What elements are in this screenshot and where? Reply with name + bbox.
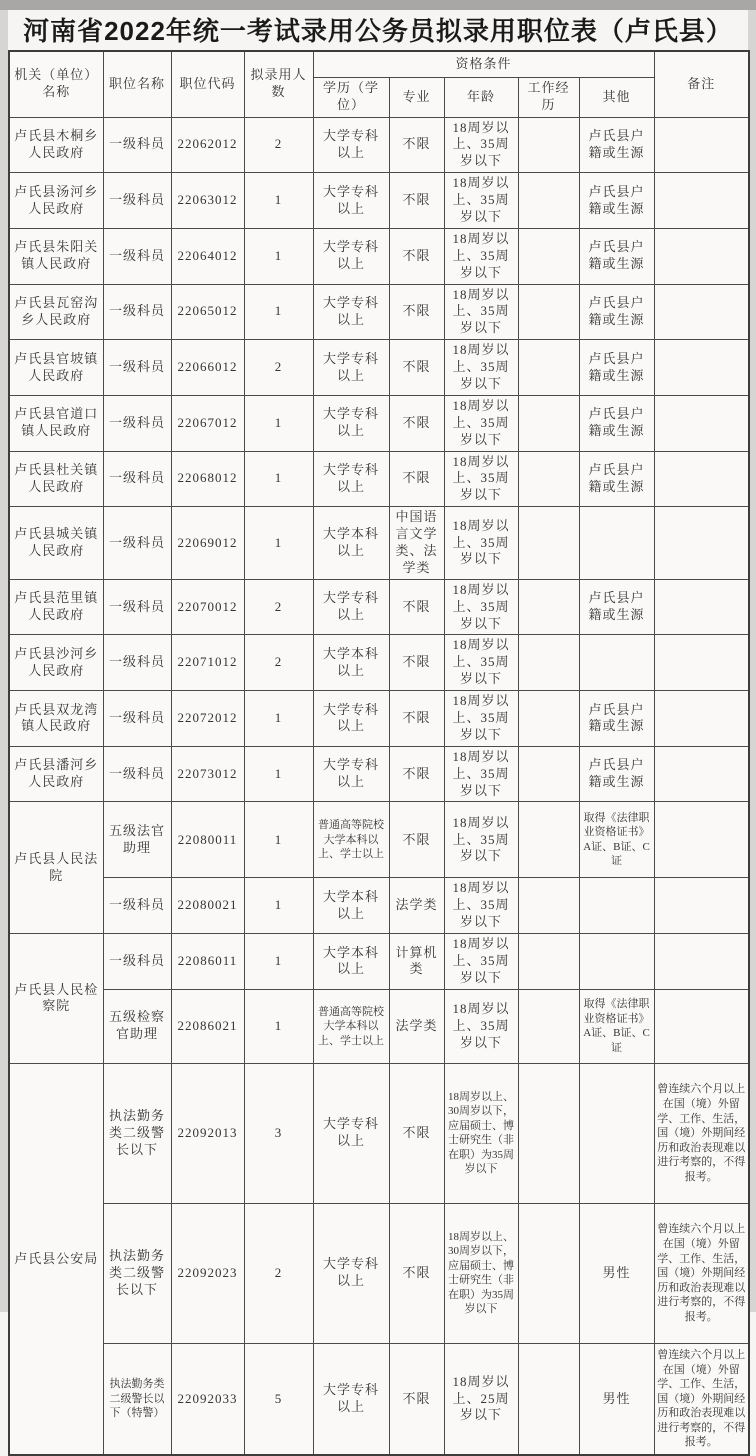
education-cell: 大学专科以上 — [313, 173, 389, 229]
table-row — [9, 284, 749, 340]
position-cell: 一级科员 — [103, 284, 171, 340]
count-cell: 1 — [244, 284, 313, 340]
table-row — [9, 878, 749, 934]
other-cell: 卢氏县户籍或生源 — [579, 451, 654, 507]
remark-cell — [654, 395, 749, 451]
table-row — [9, 989, 749, 1063]
education-cell: 大学专科以上 — [313, 579, 389, 635]
education-cell: 大学专科以上 — [313, 691, 389, 747]
code-cell: 22068012 — [171, 451, 244, 507]
major-cell: 计算机类 — [389, 934, 444, 990]
remark-cell — [654, 173, 749, 229]
major-cell: 不限 — [389, 746, 444, 802]
other-cell: 卢氏县户籍或生源 — [579, 395, 654, 451]
header-remark: 备注 — [654, 51, 749, 117]
count-cell: 1 — [244, 507, 313, 580]
org-cell: 卢氏县人民法院 — [9, 802, 103, 934]
table-row — [9, 1203, 749, 1343]
table-row — [9, 340, 749, 396]
major-cell: 不限 — [389, 228, 444, 284]
table-body — [9, 117, 749, 1455]
major-cell: 不限 — [389, 1343, 444, 1455]
table-row — [9, 1343, 749, 1455]
header-age: 年龄 — [444, 77, 518, 117]
count-cell: 1 — [244, 989, 313, 1063]
org-cell: 卢氏县城关镇人民政府 — [9, 507, 103, 580]
other-cell: 男性 — [579, 1203, 654, 1343]
other-cell — [579, 878, 654, 934]
code-cell: 22065012 — [171, 284, 244, 340]
code-cell: 22086011 — [171, 934, 244, 990]
table-row — [9, 635, 749, 691]
position-cell: 一级科员 — [103, 579, 171, 635]
table-row — [9, 173, 749, 229]
other-cell — [579, 934, 654, 990]
count-cell: 1 — [244, 228, 313, 284]
remark-cell — [654, 579, 749, 635]
education-cell: 大学专科以上 — [313, 340, 389, 396]
experience-cell — [518, 507, 579, 580]
org-cell: 卢氏县潘河乡人民政府 — [9, 746, 103, 802]
remark-cell — [654, 989, 749, 1063]
other-cell: 男性 — [579, 1343, 654, 1455]
other-cell: 取得《法律职业资格证书》A证、B证、C证 — [579, 802, 654, 878]
education-cell: 大学专科以上 — [313, 228, 389, 284]
age-cell: 18周岁以上、35周岁以下 — [444, 117, 518, 173]
code-cell: 22080011 — [171, 802, 244, 878]
remark-cell — [654, 635, 749, 691]
education-cell: 大学专科以上 — [313, 1203, 389, 1343]
experience-cell — [518, 989, 579, 1063]
code-cell: 22062012 — [171, 117, 244, 173]
count-cell: 1 — [244, 746, 313, 802]
experience-cell — [518, 746, 579, 802]
age-cell: 18周岁以上、35周岁以下 — [444, 284, 518, 340]
count-cell: 2 — [244, 579, 313, 635]
position-cell: 一级科员 — [103, 635, 171, 691]
major-cell: 不限 — [389, 1203, 444, 1343]
age-cell: 18周岁以上、35周岁以下 — [444, 934, 518, 990]
page-top-strip — [0, 0, 756, 10]
header-count: 拟录用人数 — [244, 51, 313, 117]
other-cell: 取得《法律职业资格证书》A证、B证、C证 — [579, 989, 654, 1063]
page-left-margin — [0, 10, 8, 1312]
code-cell: 22066012 — [171, 340, 244, 396]
age-cell: 18周岁以上、35周岁以下 — [444, 691, 518, 747]
table-row — [9, 746, 749, 802]
age-cell: 18周岁以上、35周岁以下 — [444, 989, 518, 1063]
org-cell: 卢氏县官道口镇人民政府 — [9, 395, 103, 451]
header-qualification: 资格条件 — [313, 51, 654, 77]
other-cell: 卢氏县户籍或生源 — [579, 579, 654, 635]
remark-cell — [654, 507, 749, 580]
major-cell: 法学类 — [389, 878, 444, 934]
position-cell: 一级科员 — [103, 746, 171, 802]
other-cell — [579, 635, 654, 691]
position-cell: 一级科员 — [103, 691, 171, 747]
education-cell: 大学专科以上 — [313, 1343, 389, 1455]
count-cell: 1 — [244, 878, 313, 934]
other-cell: 卢氏县户籍或生源 — [579, 284, 654, 340]
other-cell: 卢氏县户籍或生源 — [579, 117, 654, 173]
experience-cell — [518, 284, 579, 340]
experience-cell — [518, 228, 579, 284]
experience-cell — [518, 691, 579, 747]
code-cell: 22067012 — [171, 395, 244, 451]
code-cell: 22064012 — [171, 228, 244, 284]
experience-cell — [518, 934, 579, 990]
remark-cell — [654, 691, 749, 747]
position-cell: 一级科员 — [103, 117, 171, 173]
position-cell: 一级科员 — [103, 934, 171, 990]
position-cell: 一级科员 — [103, 228, 171, 284]
org-cell: 卢氏县范里镇人民政府 — [9, 579, 103, 635]
experience-cell — [518, 173, 579, 229]
table-row — [9, 117, 749, 173]
age-cell: 18周岁以上、35周岁以下 — [444, 579, 518, 635]
education-cell: 大学本科以上 — [313, 507, 389, 580]
major-cell: 不限 — [389, 117, 444, 173]
count-cell: 2 — [244, 340, 313, 396]
table-row — [9, 507, 749, 580]
other-cell: 卢氏县户籍或生源 — [579, 173, 654, 229]
position-cell: 五级检察官助理 — [103, 989, 171, 1063]
experience-cell — [518, 1343, 579, 1455]
header-other: 其他 — [579, 77, 654, 117]
age-cell: 18周岁以上、35周岁以下 — [444, 395, 518, 451]
age-cell: 18周岁以上、35周岁以下 — [444, 746, 518, 802]
header-education: 学历（学位） — [313, 77, 389, 117]
remark-cell: 曾连续六个月以上在国（境）外留学、工作、生活，国（境）外期间经历和政治表现难以进行考察的，不得报考。 — [654, 1063, 749, 1203]
position-cell: 一级科员 — [103, 340, 171, 396]
position-cell: 一级科员 — [103, 451, 171, 507]
major-cell: 不限 — [389, 395, 444, 451]
position-cell: 五级法官助理 — [103, 802, 171, 878]
org-cell: 卢氏县官坡镇人民政府 — [9, 340, 103, 396]
education-cell: 大学专科以上 — [313, 451, 389, 507]
other-cell — [579, 1063, 654, 1203]
table-row — [9, 802, 749, 878]
table-row — [9, 691, 749, 747]
age-cell: 18周岁以上、35周岁以下 — [444, 635, 518, 691]
age-cell: 18周岁以上、25周岁以下 — [444, 1343, 518, 1455]
other-cell: 卢氏县户籍或生源 — [579, 746, 654, 802]
education-cell: 大学专科以上 — [313, 1063, 389, 1203]
major-cell: 不限 — [389, 802, 444, 878]
count-cell: 2 — [244, 117, 313, 173]
experience-cell — [518, 340, 579, 396]
other-cell: 卢氏县户籍或生源 — [579, 340, 654, 396]
major-cell: 不限 — [389, 340, 444, 396]
table-row — [9, 934, 749, 990]
remark-cell: 曾连续六个月以上在国（境）外留学、工作、生活，国（境）外期间经历和政治表现难以进行考察的，不得报考。 — [654, 1203, 749, 1343]
remark-cell — [654, 117, 749, 173]
age-cell: 18周岁以上、30周岁以下，应届硕士、博士研究生（非在职）为35周岁以下 — [444, 1063, 518, 1203]
education-cell: 大学专科以上 — [313, 117, 389, 173]
table-row — [9, 395, 749, 451]
page-title: 河南省2022年统一考试录用公务员拟录用职位表（卢氏县） — [23, 16, 733, 46]
count-cell: 1 — [244, 173, 313, 229]
experience-cell — [518, 395, 579, 451]
code-cell: 22072012 — [171, 691, 244, 747]
experience-cell — [518, 1203, 579, 1343]
experience-cell — [518, 579, 579, 635]
age-cell: 18周岁以上、35周岁以下 — [444, 802, 518, 878]
major-cell: 不限 — [389, 173, 444, 229]
education-cell: 普通高等院校大学本科以上、学士以上 — [313, 989, 389, 1063]
position-cell: 执法勤务类二级警长以下 — [103, 1063, 171, 1203]
count-cell: 1 — [244, 691, 313, 747]
position-cell: 一级科员 — [103, 507, 171, 580]
education-cell: 大学专科以上 — [313, 395, 389, 451]
table-row — [9, 451, 749, 507]
org-cell: 卢氏县双龙湾镇人民政府 — [9, 691, 103, 747]
header-org: 机关（单位）名称 — [9, 51, 103, 117]
code-cell: 22092023 — [171, 1203, 244, 1343]
major-cell: 不限 — [389, 635, 444, 691]
remark-cell — [654, 284, 749, 340]
age-cell: 18周岁以上、35周岁以下 — [444, 878, 518, 934]
count-cell: 1 — [244, 395, 313, 451]
table-row — [9, 1063, 749, 1203]
code-cell: 22069012 — [171, 507, 244, 580]
major-cell: 不限 — [389, 691, 444, 747]
other-cell: 卢氏县户籍或生源 — [579, 691, 654, 747]
code-cell: 22086021 — [171, 989, 244, 1063]
major-cell: 不限 — [389, 1063, 444, 1203]
count-cell: 1 — [244, 802, 313, 878]
education-cell: 大学本科以上 — [313, 635, 389, 691]
education-cell: 大学本科以上 — [313, 878, 389, 934]
org-cell: 卢氏县朱阳关镇人民政府 — [9, 228, 103, 284]
position-cell: 一级科员 — [103, 173, 171, 229]
org-cell: 卢氏县沙河乡人民政府 — [9, 635, 103, 691]
table-header — [9, 51, 749, 117]
remark-cell — [654, 451, 749, 507]
table-row — [9, 579, 749, 635]
header-position: 职位名称 — [103, 51, 171, 117]
header-code: 职位代码 — [171, 51, 244, 117]
code-cell: 22092013 — [171, 1063, 244, 1203]
org-cell: 卢氏县木桐乡人民政府 — [9, 117, 103, 173]
education-cell: 普通高等院校大学本科以上、学士以上 — [313, 802, 389, 878]
major-cell: 不限 — [389, 284, 444, 340]
education-cell: 大学专科以上 — [313, 746, 389, 802]
education-cell: 大学专科以上 — [313, 284, 389, 340]
org-cell: 卢氏县汤河乡人民政府 — [9, 173, 103, 229]
age-cell: 18周岁以上、35周岁以下 — [444, 507, 518, 580]
remark-cell — [654, 934, 749, 990]
code-cell: 22063012 — [171, 173, 244, 229]
experience-cell — [518, 117, 579, 173]
header-row-1 — [9, 51, 749, 77]
remark-cell — [654, 746, 749, 802]
position-cell: 一级科员 — [103, 878, 171, 934]
code-cell: 22080021 — [171, 878, 244, 934]
remark-cell: 曾连续六个月以上在国（境）外留学、工作、生活，国（境）外期间经历和政治表现难以进行考察的，不得报考。 — [654, 1343, 749, 1455]
major-cell: 不限 — [389, 579, 444, 635]
age-cell: 18周岁以上、35周岁以下 — [444, 173, 518, 229]
position-cell: 执法勤务类二级警长以下 — [103, 1203, 171, 1343]
code-cell: 22070012 — [171, 579, 244, 635]
other-cell — [579, 507, 654, 580]
major-cell: 法学类 — [389, 989, 444, 1063]
count-cell: 5 — [244, 1343, 313, 1455]
major-cell: 中国语言文学类、法学类 — [389, 507, 444, 580]
experience-cell — [518, 802, 579, 878]
code-cell: 22092033 — [171, 1343, 244, 1455]
remark-cell — [654, 878, 749, 934]
age-cell: 18周岁以上、35周岁以下 — [444, 228, 518, 284]
count-cell: 1 — [244, 451, 313, 507]
remark-cell — [654, 340, 749, 396]
position-cell: 一级科员 — [103, 395, 171, 451]
org-cell: 卢氏县杜关镇人民政府 — [9, 451, 103, 507]
header-major: 专业 — [389, 77, 444, 117]
age-cell: 18周岁以上、35周岁以下 — [444, 451, 518, 507]
count-cell: 1 — [244, 934, 313, 990]
org-cell: 卢氏县公安局 — [9, 1063, 103, 1455]
count-cell: 2 — [244, 635, 313, 691]
org-cell: 卢氏县人民检察院 — [9, 934, 103, 1064]
remark-cell — [654, 228, 749, 284]
remark-cell — [654, 802, 749, 878]
experience-cell — [518, 878, 579, 934]
code-cell: 22073012 — [171, 746, 244, 802]
header-experience: 工作经历 — [518, 77, 579, 117]
experience-cell — [518, 635, 579, 691]
table-row — [9, 228, 749, 284]
org-cell: 卢氏县瓦窑沟乡人民政府 — [9, 284, 103, 340]
major-cell: 不限 — [389, 451, 444, 507]
age-cell: 18周岁以上、35周岁以下 — [444, 340, 518, 396]
experience-cell — [518, 451, 579, 507]
positions-table — [8, 50, 750, 1456]
experience-cell — [518, 1063, 579, 1203]
age-cell: 18周岁以上、30周岁以下，应届硕士、博士研究生（非在职）为35周岁以下 — [444, 1203, 518, 1343]
count-cell: 3 — [244, 1063, 313, 1203]
education-cell: 大学本科以上 — [313, 934, 389, 990]
other-cell: 卢氏县户籍或生源 — [579, 228, 654, 284]
position-cell: 执法勤务类二级警长以下（特警） — [103, 1343, 171, 1455]
code-cell: 22071012 — [171, 635, 244, 691]
count-cell: 2 — [244, 1203, 313, 1343]
